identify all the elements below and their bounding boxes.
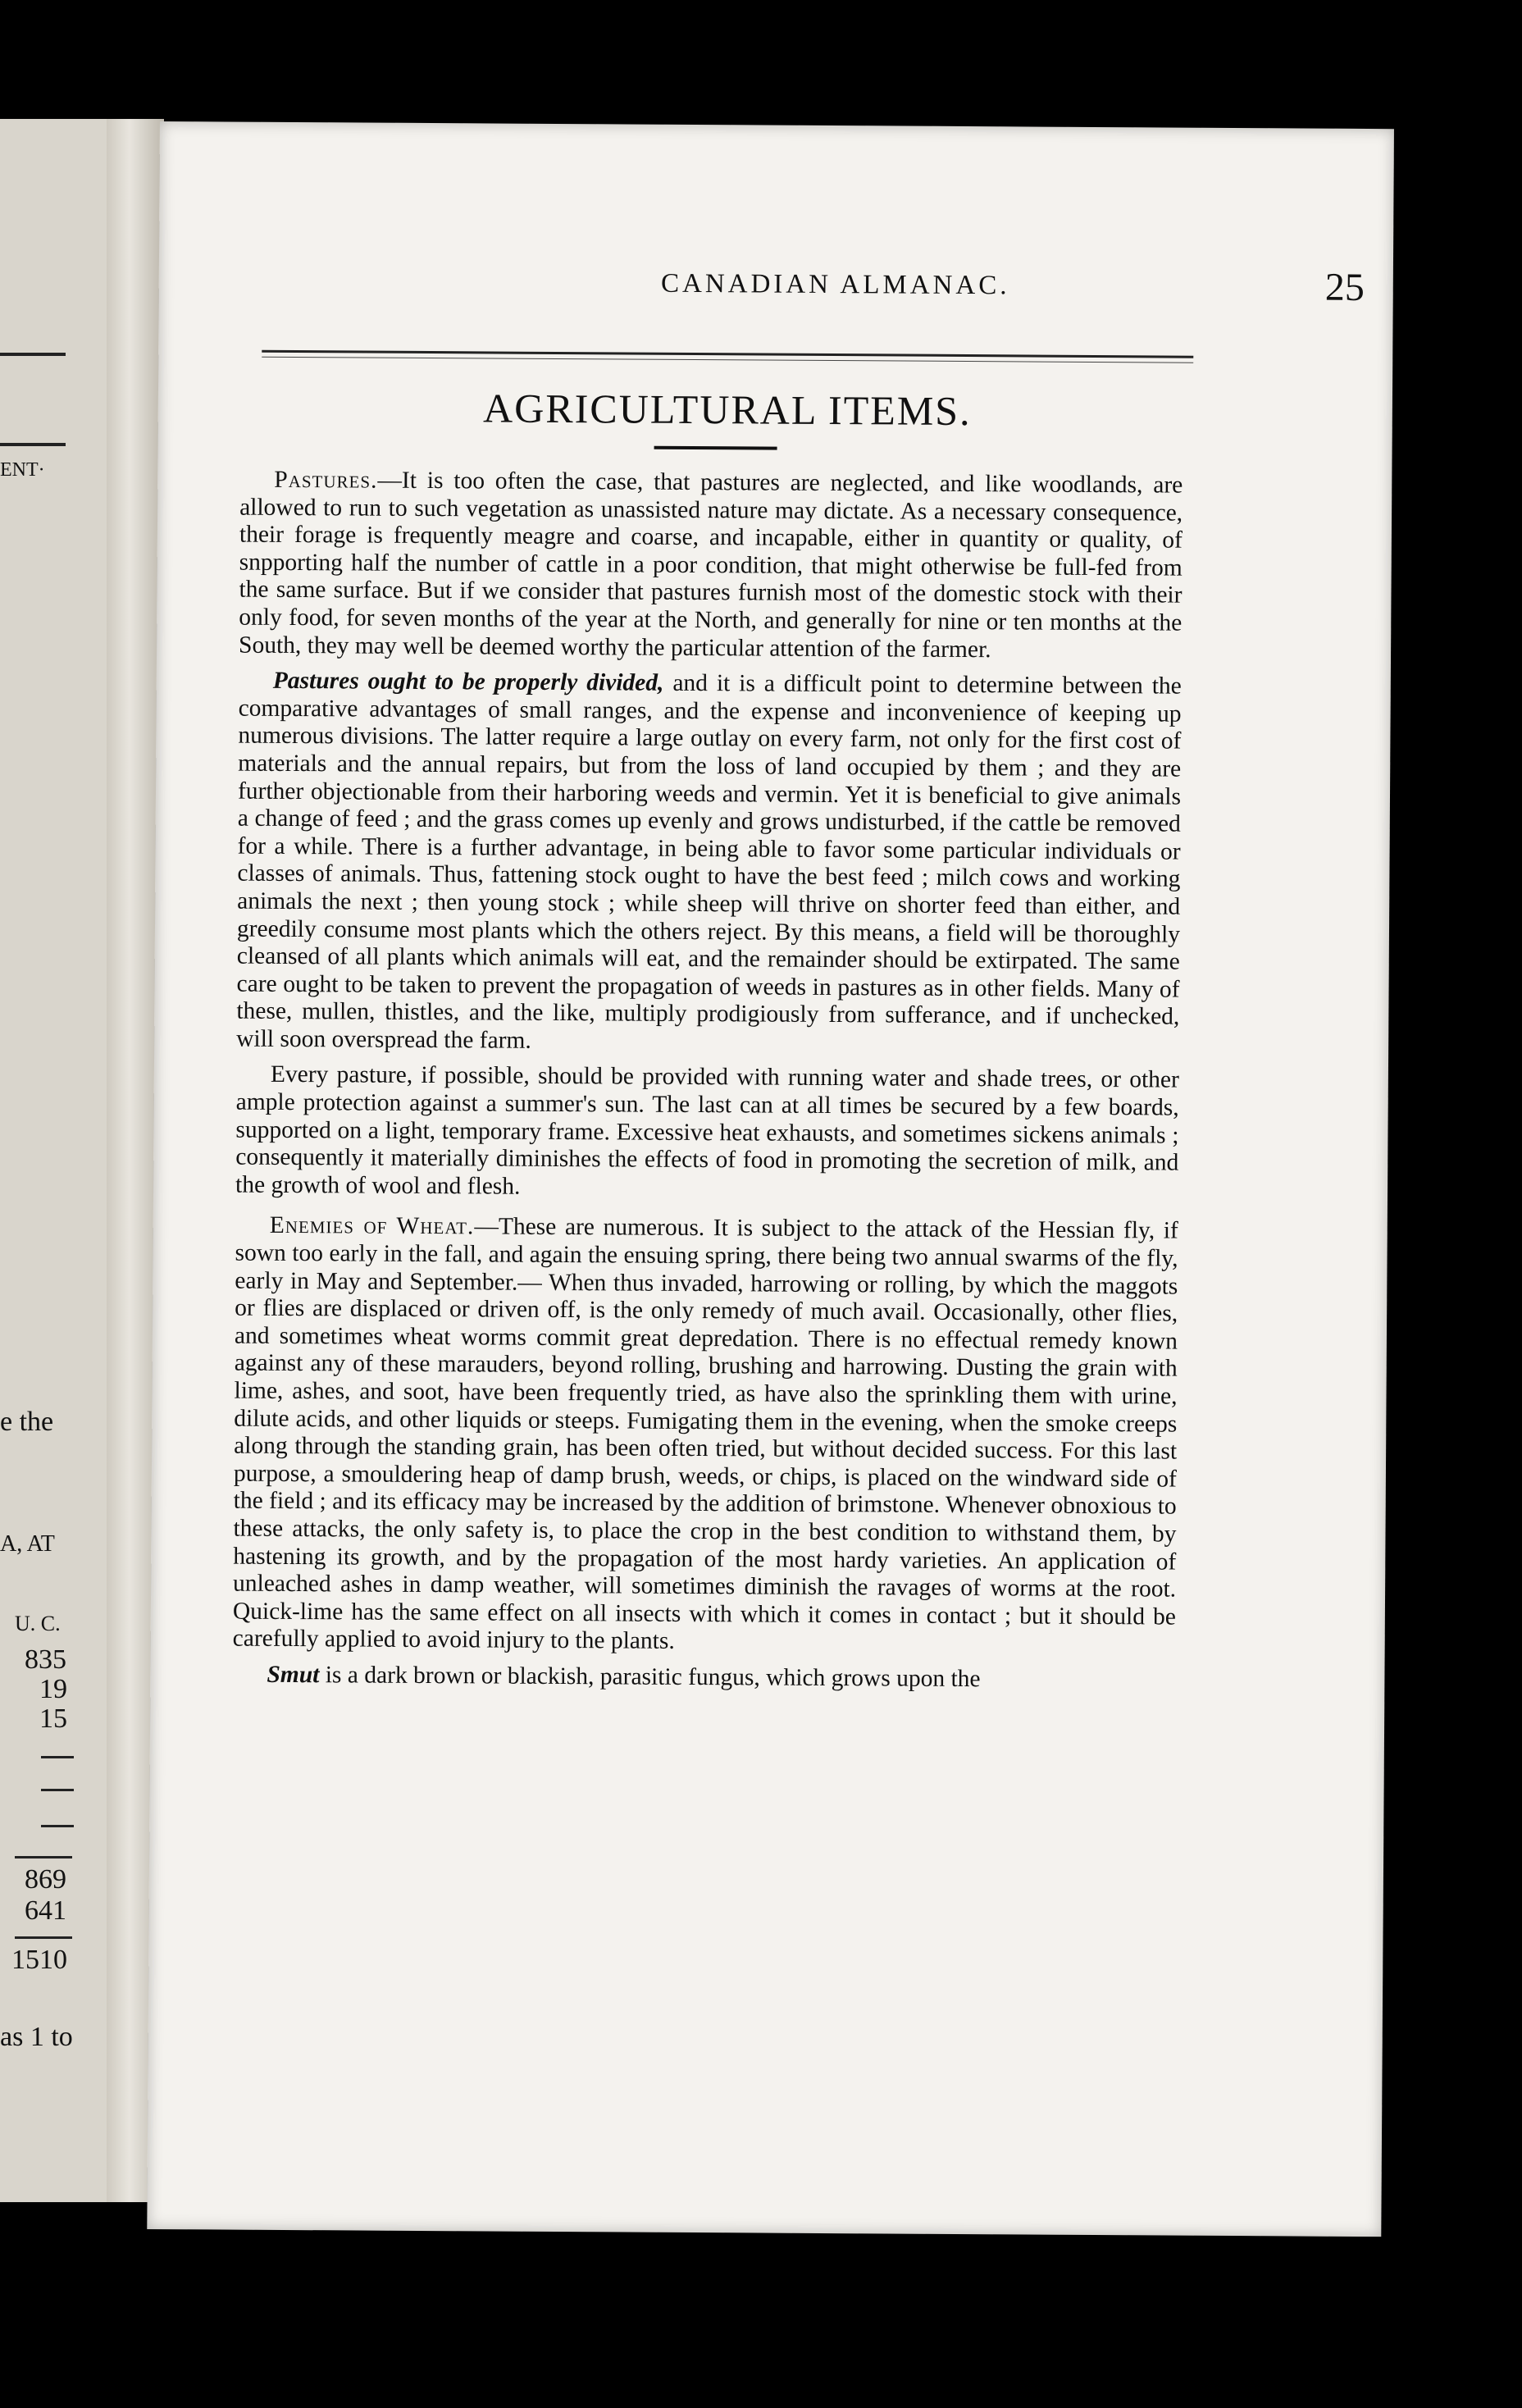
paragraph-pastures xyxy=(239,467,1183,665)
left-fragment-text: e the xyxy=(0,1407,54,1437)
paragraph-smut xyxy=(232,1662,1175,1695)
paragraph-body: and it is a difficult point to determine between the comparative advantages of small ranges, and the expense and inconvenience of keeping up numerous divisions. The latter require a large outlay on every farm, not only for the first cost of materials and the annual repairs, but from the loss of land occupied by them ; and they are further objectionable from their harboring weeds and vermin. Yet it is beneficial to give animals a change of feed ; and the grass comes up evenly and grows undisturbed, if the cattle be removed for a while. There is a further advantage, in being able to favor some particular individuals or classes of animals. Thus, fattening stock ought to have the best feed ; milch cows and working animals the next ; then young stock ; while sheep will thrive on shorter feed than either, and greedily consume most plants which the others reject. By this means, a field will be thoroughly cleansed of all plants which animals will eat, and the remainder should be extirpated. The same care ought to be taken to prevent the propagation of weeds in pastures as in other fields. Many of these, mullen, thistles, and the like, multiply prodigiously from sufferance, and if unchecked, will soon overspread the farm. xyxy=(236,669,1182,1054)
left-rule xyxy=(41,1825,74,1827)
left-fragment-text: U. C. xyxy=(15,1612,61,1635)
left-rule xyxy=(0,443,66,446)
left-rule xyxy=(15,1856,72,1858)
paragraph-body: —It is too often the case, that pastures are neglected, and like woodlands, are allowed to run to such vegetation as unassisted nature may dictate. As a necessary consequence, their forage is frequently meagre and coarse, and incapable, either in quantity or quality, of snpporting half the number of cattle in a poor condition, that might otherwise be full-fed from the same surface. But if we consider that pastures furnish most of the domestic stock with their only food, for seven months of the year at the North, and generally for nine or ten months at the South, they may well be deemed worthy the particular attention of the farmer. xyxy=(239,467,1183,663)
left-fragment-number: 15 xyxy=(39,1703,67,1734)
left-fragment-number: 641 xyxy=(25,1895,66,1926)
page-number: 25 xyxy=(1324,265,1365,309)
body-text xyxy=(232,467,1183,1703)
left-rule xyxy=(41,1756,74,1758)
left-fragment-number: 1510 xyxy=(11,1945,67,1975)
left-rule xyxy=(0,353,66,356)
left-fragment-text: ENT· xyxy=(0,459,45,481)
left-fragment-text: A, AT xyxy=(0,1531,55,1557)
running-head xyxy=(307,265,1365,309)
paragraph-lead: Pastures ought to be properly divided, xyxy=(272,668,664,696)
title-rule xyxy=(654,446,777,450)
left-fragment-text: as 1 to xyxy=(0,2022,73,2052)
paragraph-lead: Enemies of Wheat. xyxy=(269,1212,475,1240)
left-page-fragment xyxy=(0,119,164,2202)
paragraph-lead: Smut xyxy=(267,1661,320,1689)
paragraph-body: —These are numerous. It is subject to the attack of the Hessian fly, if sown too early in the fall, and again the ensuing spring, there being two annual swarms of the fly, early in May and September.— When thus invaded, harrowing or rolling, by which the maggots or flies are displaced or driven off, is the only remedy of much avail. Occasionally, other flies, and sometimes wheat worms commit great depredation. There is no effectual remedy known against any of these marauders, beyond rolling, brushing and harrowing. Dusting the grain with lime, ashes, and soot, have been frequently tried, as have also the sprinkling them with urine, dilute acids, and other liquids or steeps. Fumigating them in the evening, when the smoke creeps along through the standing grain, has been often tried, but without decided success. For this last purpose, a smouldering heap of damp brush, weeds, or chips, is placed on the windward side of the field ; and its efficacy may be increased by the addition of brimstone. Whenever obnoxious to these attacks, the only safety is, to place the crop in the best condition to withstand them, by hastening its growth, and by the propagation of the most hardy varieties. An application of unleached ashes in damp weather, will sometimes diminish the ravages of worms at the root. Quick-lime has the same effect on all insects with which it comes in contact ; but it should be carefully applied to avoid injury to the plants. xyxy=(232,1213,1178,1655)
running-title: CANADIAN ALMANAC. xyxy=(660,268,1010,301)
section-title: AGRICULTURAL ITEMS. xyxy=(482,385,972,435)
paragraph-body: is a dark brown or blackish, parasitic fungus, which grows upon the xyxy=(319,1662,981,1693)
left-fragment-number: 835 xyxy=(25,1644,66,1675)
paragraph-lead: Pastures. xyxy=(274,466,378,494)
left-fragment-number: 19 xyxy=(39,1674,67,1704)
paragraph-water-shade xyxy=(235,1061,1179,1205)
left-fragment-number: 869 xyxy=(25,1864,66,1895)
paragraph-pasture-division xyxy=(236,668,1182,1059)
paragraph-enemies-of-wheat xyxy=(233,1212,1178,1659)
left-rule xyxy=(15,1936,72,1939)
almanac-page xyxy=(147,121,1394,2237)
header-double-rule xyxy=(262,350,1193,363)
left-rule xyxy=(41,1789,74,1791)
paragraph-body: Every pasture, if possible, should be provided with running water and shade trees, or other ample protection against a summer's sun. The last can at all times be secured by a few boards, supported on a light, temporary frame. Excessive heat exhausts, and sometimes sickens animals ; consequently it materially diminishes the effects of food in promoting the secretion of milk, and the growth of wool and flesh. xyxy=(235,1061,1179,1200)
